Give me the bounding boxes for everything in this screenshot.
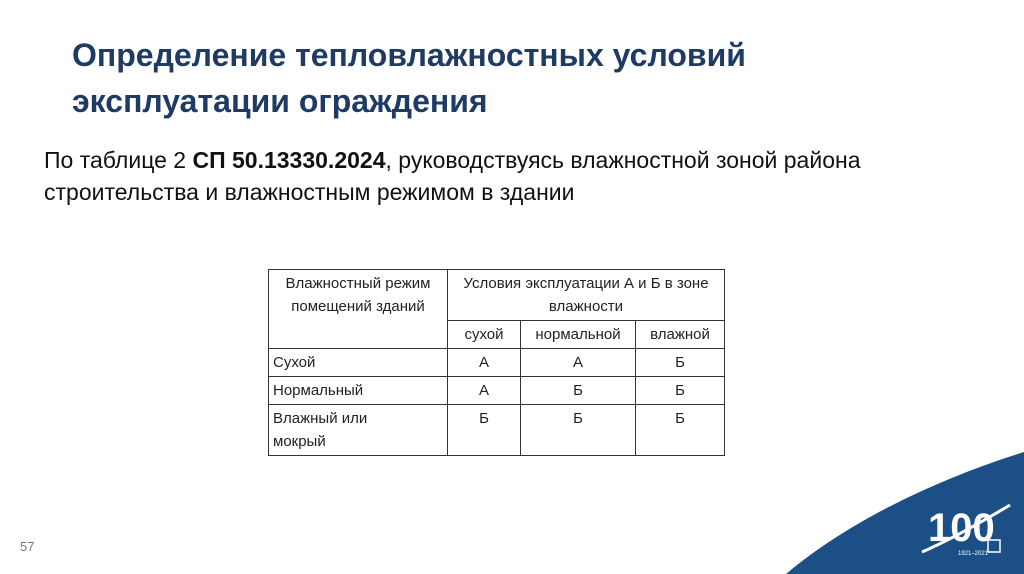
condition-cell: Б — [521, 405, 636, 456]
lead-standard-code: СП 50.13330.2024 — [192, 147, 386, 173]
slide-title: Определение тепловлажностных условий эксплуатации ограждения — [72, 37, 746, 119]
anniversary-years: 1921–2021 — [958, 551, 989, 557]
condition-cell: Б — [636, 405, 725, 456]
zone-header: влажной — [636, 321, 725, 349]
anniversary-number: 100 — [928, 506, 995, 550]
condition-cell: А — [521, 349, 636, 377]
lead-suffix: , руководствуясь влажностной зоной района строительства и влажностным режимом в здании — [44, 147, 861, 205]
regime-cell: Влажный или мокрый — [269, 405, 448, 456]
page-number: 57 — [20, 539, 35, 554]
zone-header: нормальной — [521, 321, 636, 349]
condition-cell: Б — [636, 377, 725, 405]
condition-cell: Б — [521, 377, 636, 405]
zone-header: сухой — [448, 321, 521, 349]
condition-cell: Б — [636, 349, 725, 377]
header-conditions: Условия эксплуатации А и Б в зоне влажности — [448, 270, 725, 321]
header-regime: Влажностный режим помещений зданий — [269, 270, 448, 349]
condition-cell: А — [448, 377, 521, 405]
condition-cell: Б — [448, 405, 521, 456]
condition-cell: А — [448, 349, 521, 377]
regime-cell: Нормальный — [269, 377, 448, 405]
regime-cell: Сухой — [269, 349, 448, 377]
lead-prefix: По таблице 2 — [44, 147, 193, 173]
